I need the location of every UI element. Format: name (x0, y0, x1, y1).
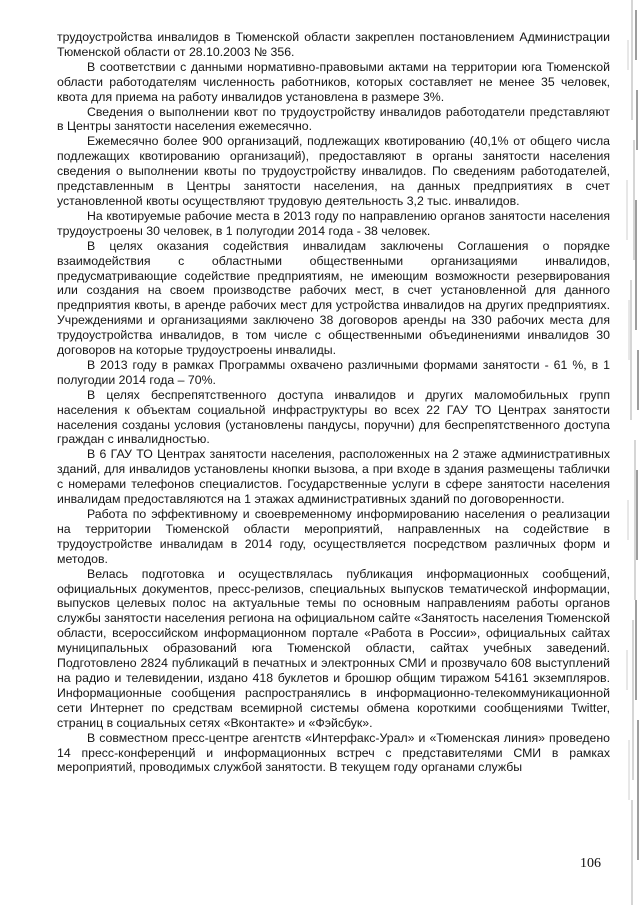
paragraph: В целях беспрепятственного доступа инвалидов и других маломобильных групп населения к объектам социальной инфраструктуры во всех 22 ГАУ ТО Центрах занятости населения созданы условия (установлены пандусы, поручни) для беспрепятственного доступа граждан с инвалидностью. (57, 387, 610, 447)
paragraph: трудоустройства инвалидов в Тюменской области закреплен постановлением Администрации Тюменской области от 28.10.2003 № 356. (57, 30, 610, 59)
paragraph: Велась подготовка и осуществлялась публикация информационных сообщений, официальных документов, пресс-релизов, специальных выпусков тематической информации, выпусков целевых полос на актуальные темы по основным направлениям работы органов службы занятости населения региона на официальном сайте «Занятость населения Тюменской области, всероссийском информационном портале «Работа в России», официальных сайтах муниципальных образований юга Тюменской области, сайтах учебных заведений. Подготовлено 2824 публикаций в печатных и электронных СМИ и прозвучало 608 выступлений на радио и телевидении, издано 418 буклетов и брошюр общим тиражом 54161 экземпляров. Информационные сообщения распространялись в информационно-телекоммуникационной сети Интернет по средствам всемирной системы обмена короткими сообщениями Twitter, страниц в социальных сетях «Вконтакте» и «Фэйсбук». (57, 566, 610, 730)
paragraph: В соответствии с данными нормативно-правовыми актами на территории юга Тюменской области работодателям численность работников, которых составляет не менее 35 человек, квота для приема на работу инвалидов установлена в размере 3%. (57, 59, 610, 104)
paragraph: Сведения о выполнении квот по трудоустройству инвалидов работодатели представляют в Центры занятости населения ежемесячно. (57, 104, 610, 134)
paragraph: В целях оказания содействия инвалидам заключены Соглашения о порядке взаимодействия с областными общественными организациями инвалидов, предусматривающие содействие предприятиям, не имеющим возможности резервирования или создания на своем производстве рабочих мест, в счет установленной для данного предприятия квоты, в аренде рабочих мест для устройства инвалидов на других предприятиях. Учреждениями и организациями заключено 38 договоров аренды на 330 рабочих места для трудоустройства инвалидов, в том числе с общественными объединениями инвалидов 30 договоров на которые трудоустроены инвалиды. (57, 238, 610, 358)
paragraph: Работа по эффективному и своевременному информированию населения о реализации на территории Тюменской области мероприятий, направленных на содействие в трудоустройстве инвалидам в 2014 году, осуществляется посредством различных форм и методов. (57, 507, 610, 566)
paragraph: В совместном пресс-центре агентств «Интерфакс-Урал» и «Тюменская линия» проведено 14 пресс-конференций и информационных встреч с представителями СМИ в рамках мероприятий, проводимых службой занятости. В текущем году органами службы (57, 730, 610, 775)
paragraph: На квотируемые рабочие места в 2013 году по направлению органов занятости населения трудоустроены 30 человек, в 1 полугодии 2014 года - 38 человек. (57, 208, 610, 238)
page-number: 106 (580, 856, 601, 871)
paragraph: В 2013 году в рамках Программы охвачено различными формами занятости - 61 %, в 1 полугодии 2014 года – 70%. (57, 357, 610, 387)
paragraph: В 6 ГАУ ТО Центрах занятости населения, расположенных на 2 этаже административных зданий, для инвалидов установлены кнопки вызова, а при входе в здания размещены таблички с номерами телефонов специалистов. Государственные услуги в сфере занятости населения инвалидам предоставляются на 1 этажах административных зданий по договоренности. (57, 447, 610, 507)
scan-edge-artifact (622, 0, 640, 905)
document-body (57, 30, 610, 775)
paragraph: Ежемесячно более 900 организаций, подлежащих квотированию (40,1% от общего числа подлежащих квотированию организаций), предоставляют в органы занятости населения сведения о выполнении квоты по трудоустройству инвалидов. По сведениям работодателей, представленным в Центры занятости населения, на данных предприятиях в счет установленной квоты осуществляют трудовую деятельность 3,2 тыс. инвалидов. (57, 134, 610, 208)
